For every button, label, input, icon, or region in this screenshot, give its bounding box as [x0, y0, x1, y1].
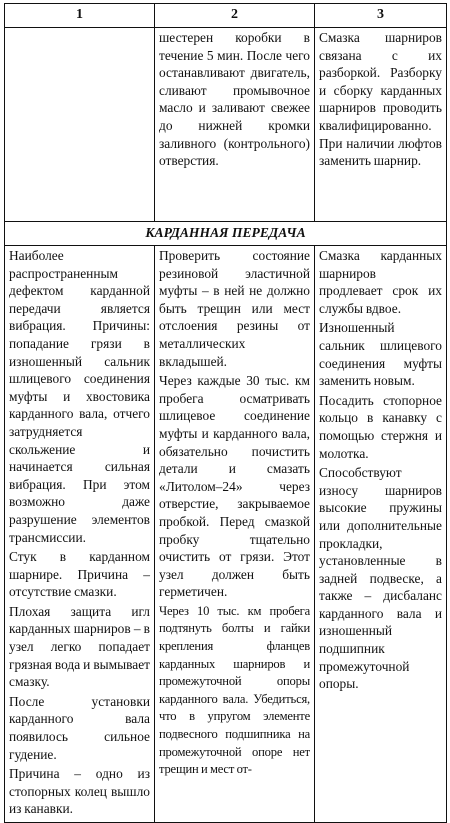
paragraph: После установки карданного вала появилось сильное гудение. — [9, 693, 150, 762]
cardan-row — [5, 246, 447, 823]
paragraph: Через каждые 30 тыс. км пробега осматривать шлицевое соединение муфты и карданного вала, обязательно почистить детали и смазать «Литолом–24» через отверстие, закрываемое пробкой. Перед смазкой пробку тщательно очистить от грязи. Этот узел должен быть герметичен. — [159, 373, 310, 600]
header-row — [5, 4, 447, 28]
paragraph: Через 10 тыс. км пробега подтянуть болты и гайки крепления фланцев карданных шарниров и промежуточной опоры карданного вала. Убедиться, что в упругом элементе подвесного подшипника на промежуточной опоре нет трещин и мест от- — [159, 603, 310, 777]
section-title-row — [5, 222, 447, 246]
column-header-2: 2 — [155, 4, 315, 28]
continuation-col1 — [5, 28, 155, 222]
paragraph: Плохая защита игл карданных шарниров – в узел легко попадает грязная вода и вымывает смазку. — [9, 603, 150, 690]
notes-column — [315, 246, 447, 823]
continuation-col2 — [155, 28, 315, 222]
procedure-column — [155, 246, 315, 823]
paragraph: Проверить состояние резиновой эластичной муфты – в ней не должно быть трещин или мест отслоения резины от металлических вкладышей. — [159, 248, 310, 369]
column-header-3: 3 — [315, 4, 447, 28]
continuation-col3 — [315, 28, 447, 222]
paragraph: Смазка шарниров связана с их разборкой. Разборку и сборку карданных шарниров проводить квалифицированно. При наличии люфтов заменить шарнир. — [319, 30, 442, 169]
paragraph: Способствуют износу шарниров высокие пружины или дополнительные прокладки, установленные в задней подвеске, а также – дисбаланс карданного вала и изношенный подшипник промежуточной опоры. — [319, 465, 442, 692]
paragraph: Стук в карданном шарнире. Причина – отсутствие смазки. — [9, 549, 150, 600]
paragraph: Смазка карданных шарниров продлевает срок их службы вдвое. — [319, 248, 442, 316]
column-header-1: 1 — [5, 4, 155, 28]
paragraph: Посадить стопорное кольцо в канавку с помощью стержня и молотка. — [319, 392, 442, 461]
paragraph: Изношенный сальник шлицевого соединения муфты заменить новым. — [319, 320, 442, 389]
paragraph: шестерен коробки в течение 5 мин. После чего останавливают двигатель, сливают промывочное масло и заливают свежее до нижней кромки заливного (контрольного) отверстия. — [159, 30, 310, 169]
maintenance-table — [4, 3, 447, 823]
paragraph: Наиболее распространенным дефектом карданной передачи является вибрация. Причины: попадание грязи в изношенный сальник шлицевого соединения муфты и хвостовика карданного вала, отчего затрудняется скольжение и начинается сильная вибрация. При этом возможно даже разрушение элементов трансмиссии. — [9, 248, 150, 545]
defect-column — [5, 246, 155, 823]
paragraph: Причина – одно из стопорных колец вышло из канавки. — [9, 766, 150, 817]
continuation-row — [5, 28, 447, 222]
section-title: КАРДАННАЯ ПЕРЕДАЧА — [5, 222, 447, 246]
